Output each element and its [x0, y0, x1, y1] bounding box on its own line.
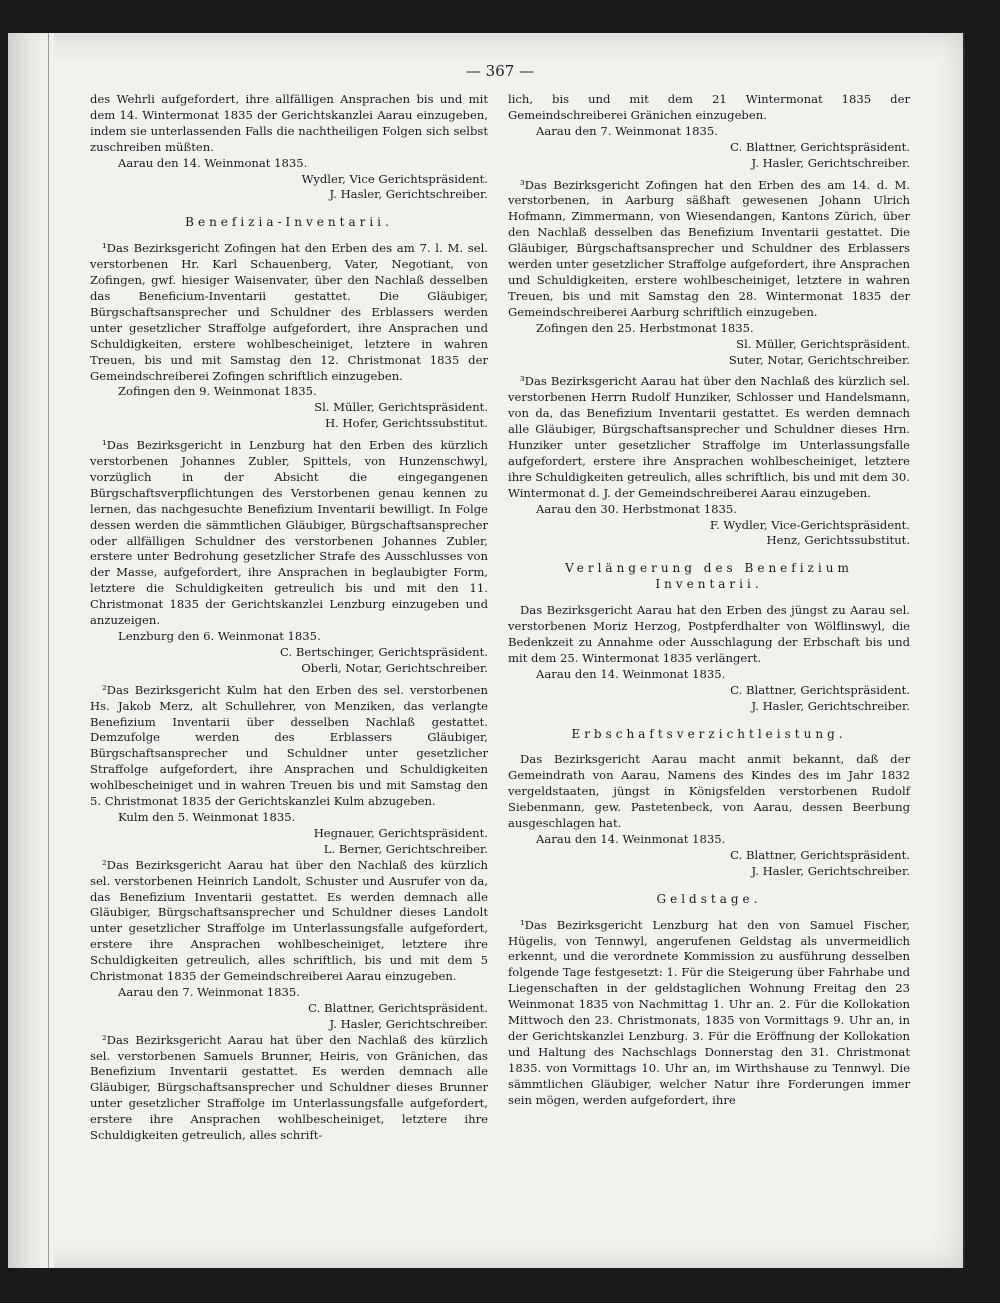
signature-president: C. Blattner, Gerichtspräsident. [308, 1000, 488, 1015]
notice-text: ¹Das Bezirksgericht Zofingen hat den Erben des am 7. l. M. sel. verstorbenen Hr. Karl Schauenberg, Vater, Negotiant, von Zofingen, gwf. hiesiger Waisenvater, über den Nachlaß desselben das Beneficium-Inventarii gestattet. Die Gläubiger, Bürgschaftsansprecher und Schuldner des Erblassers werden unter gesetzlicher Straffolge aufgefordert, ihre Ansprachen und Schuldigkeiten, erstere wohlbescheiniget, letztere in wahren Treuen, bis und mit Samstag den 12. Christmonat 1835 der Gemeindschreiberei Zofingen schriftlich einzugeben. [90, 241, 488, 383]
notice-text: ²Das Bezirksgericht Aarau hat über den Nachlaß des kürzlich sel. verstorbenen Samuels Brunner, Heiris, von Gränichen, das Benefizium Inventarii gestattet. Es werden demnach alle Gläubiger, Bürgschaftsansprecher und Schuldner dieses Brunner unter gesetzlicher Straffolge im Unterlassungsfalle aufgefordert, erstere ihre Ansprachen wohlbescheiniget, letztere ihre Schuldigkeiten getreulich, alles schrift- [90, 1032, 488, 1143]
signature-president: C. Blattner, Gerichtspräsident. [730, 847, 910, 862]
left-column [90, 92, 488, 1144]
notice-text: Das Bezirksgericht Aarau macht anmit bekannt, daß der Gemeindrath von Aarau, Namens des Kindes des im Jahr 1832 vergeldstaaten, jüngst in Königsfelden verstorbenen Rudolf Siebenmann, gew. Pastetenbeck, von Aarau, dessen Beerbung ausgeschlagen hat. [508, 752, 910, 831]
notice-text: ²Das Bezirksgericht Kulm hat den Erben des sel. verstorbenen Hs. Jakob Merz, alt Schullehrer, von Menziken, das verlangte Benefizium Inventarii über desselben Nachlaß gestattet. Demzufolge werden des Erblassers Gläubiger, Bürgschaftsansprecher und Schuldner unter gesetzlicher Straffolge aufgefordert, ihre Ansprachen und Schuldigkeiten wohlbescheiniget und in wahren Treuen bis und mit Samstag den 5. Christmonat 1835 der Gerichtskanzlei Kulm abzugeben. [90, 682, 488, 809]
notice-date: Aarau den 14. Weinmonat 1835. [118, 155, 308, 170]
signature-clerk: Oberli, Notar, Gerichtschreiber. [301, 660, 488, 675]
page-edge [963, 33, 965, 1268]
section-heading-verlaengerung: Verlängerung des Benefizium Inventarii. [565, 561, 853, 592]
signature-president: C. Blattner, Gerichtspräsident. [730, 139, 910, 154]
signature-president: C. Blattner, Gerichtspräsident. [730, 682, 910, 697]
signature-clerk: J. Hasler, Gerichtschreiber. [751, 863, 910, 878]
right-column [508, 92, 910, 1108]
notice-text: ³Das Bezirksgericht Aarau hat über den Nachlaß des kürzlich sel. verstorbenen Herrn Rudolf Hunziker, Schlosser und Handelsmann, von da, das Benefizium Inventarii gestattet. Es werden demnach alle Gläubiger, Bürgschaftsansprecher und Schuldner dieses Hrn. Hunziker unter gesetzlicher Straffolge im Unterlassungsfalle aufgefordert, erstere ihre Ansprachen wohlbescheiniget, letztere ihre Schuldigkeiten getreulich, alles schriftlich, bis und mit dem 30. Wintermonat d. J. der Gemeindschreiberei Aarau einzugeben. [508, 374, 910, 500]
notice-text: ²Das Bezirksgericht Aarau hat über den Nachlaß des kürzlich sel. verstorbenen Heinrich Landolt, Schuster und Ausrufer von da, das Benefizium Inventarii gestattet. Es werden demnach alle Gläubiger, Bürgschaftsansprecher und Schuldner dieses Landolt unter gesetzlicher Straffolge im Unterlassungsfalle aufgefordert, erstere ihre Ansprachen wohlbescheiniget, letztere ihre Schuldigkeiten getreulich, alles schriftlich, bis und mit dem 5 Christmonat 1835 der Gemeindschreiberei Aarau einzugeben. [90, 857, 488, 984]
notice-date: Zofingen den 25. Herbstmonat 1835. [536, 320, 754, 335]
notice-text: lich, bis und mit dem 21 Wintermonat 1835 der Gemeindschreiberei Gränichen einzugeben. [508, 92, 910, 122]
signature-clerk: J. Hasler, Gerichtschreiber. [751, 698, 910, 713]
notice-text: Das Bezirksgericht Aarau hat den Erben des jüngst zu Aarau sel. verstorbenen Moriz Herzog, Postpferdhalter von Wölflinswyl, die Bedenkzeit zu Annahme oder Ausschlagung der Erbschaft bis und mit dem 25. Wintermonat 1835 verlängert. [508, 603, 910, 665]
signature-president: C. Bertschinger, Gerichtspräsident. [280, 644, 488, 659]
signature-clerk: J. Hasler, Gerichtschreiber. [751, 155, 910, 170]
signature-president: Sl. Müller, Gerichtspräsident. [736, 336, 910, 351]
notice-date: Lenzburg den 6. Weinmonat 1835. [118, 629, 321, 643]
signature-clerk: L. Berner, Gerichtschreiber. [323, 841, 488, 856]
notice-date: Aarau den 30. Herbstmonat 1835. [536, 501, 737, 516]
signature-president: Sl. Müller, Gerichtspräsident. [314, 400, 488, 415]
notice-date: Aarau den 14. Weinmonat 1835. [536, 831, 726, 846]
signature-clerk: Suter, Notar, Gerichtschreiber. [728, 352, 910, 367]
notice-date: Aarau den 14. Weinmonat 1835. [536, 666, 726, 681]
section-heading-erbschaft: Erbschaftsverzichtleistung. [571, 726, 847, 741]
signature-clerk: H. Hofer, Gerichtssubstitut. [325, 416, 488, 431]
section-heading-geldstage: Geldstage. [656, 891, 762, 906]
notice-date: Zofingen den 9. Weinmonat 1835. [118, 384, 317, 399]
signature-clerk: J. Hasler, Gerichtschreiber. [329, 1016, 488, 1031]
notice-text: ³Das Bezirksgericht Zofingen hat den Erben des am 14. d. M. verstorbenen, in Aarburg säßhaft gewesenen Johann Ulrich Hofmann, Zimmermann, von Wiesendangen, Kantons Zürich, über den Nachlaß desselben das Benefizium Inventarii gestattet. Die Gläubiger, Bürgschaftsansprecher und Schuldner des Erblassers werden unter gesetzlicher Straffolge aufgefordert, ihre Ansprachen und Schuldigkeiten, erstere wohlbescheiniget, letztere in wahren Treuen, bis und mit Samstag den 28. Wintermonat 1835 der Gemeindschreiberei Aarburg schriftlich einzugeben. [508, 177, 910, 319]
notice-date: Aarau den 7. Weinmonat 1835. [118, 984, 300, 999]
book-spine [8, 33, 54, 1268]
signature-president: F. Wydler, Vice-Gerichtspräsident. [709, 517, 910, 532]
notice-date: Aarau den 7. Weinmonat 1835. [536, 123, 718, 138]
signature-president: Hegnauer, Gerichtspräsident. [313, 825, 488, 840]
section-heading-benefizia: Benefizia-Inventarii. [185, 215, 393, 230]
signature-president: Wydler, Vice Gerichtspräsident. [301, 171, 488, 186]
notice-text: des Wehrli aufgefordert, ihre allfälligen Ansprachen bis und mit dem 14. Wintermonat 1835 der Gerichtskanzlei Aarau einzugeben, indem sie unterlassenden Falls die nachtheiligen Folgen sich selbst zuschreiben müßten. [90, 92, 488, 154]
notice-date: Kulm den 5. Weinmonat 1835. [118, 809, 296, 824]
page-number: — 367 — [465, 62, 535, 80]
notice-text: ¹Das Bezirksgericht Lenzburg hat den von Samuel Fischer, Hügelis, von Tennwyl, angerufenen Geldstag als unvermeidlich erkennt, und die verordnete Kommission zu ausführung desselben folgende Tage festgesetzt: 1. Für die Steigerung über Fahrhabe und Liegenschaften in der geldstaglichen Wohnung Freitag den 23 Weinmonat 1835 von Nachmittag 1. Uhr an. 2. Für die Kollokation Mittwoch den 23. Christmonats, 1835 von Vormittags 9. Uhr an, in der Gerichtskanzlei Lenzburg. 3. Für die Eröffnung der Kollokation und Haltung des Nachschlags Donnerstag den 31. Christmonat 1835. von Vormittags 10. Uhr an, im Wirthshause zu Tennwyl. Die sämmtlichen Gläubiger, welcher Natur ihre Forderungen immer sein mögen, werden aufgefordert, ihre [508, 917, 910, 1107]
signature-clerk: Henz, Gerichtssubstitut. [766, 533, 910, 548]
signature-clerk: J. Hasler, Gerichtschreiber. [329, 187, 488, 202]
notice-text: ¹Das Bezirksgericht in Lenzburg hat den Erben des kürzlich verstorbenen Johannes Zubler, Spittels, von Hunzenschwyl, vorzüglich in der Absicht die eingegangenen Bürgschaftsverpflichtungen des Verstorbenen genau kennen zu lernen, das nachgesuchte Benefizium Inventarii bewilligt. In Folge dessen werden die sämmtlichen Gläubiger, Bürgschaftsansprecher oder allfälligen Schuldner des verstorbenen Johannes Zubler, erstere unter Bedrohung gesetzlicher Strafe des Ausschlusses von der Masse, aufgefordert, ihre Ansprachen in beglaubigter Form, letztere die Schuldigkeiten getreulich bis und mit den 11. Christmonat 1835 der Gerichtskanzlei Lenzburg einzugeben und anzuzeigen. [90, 438, 488, 628]
